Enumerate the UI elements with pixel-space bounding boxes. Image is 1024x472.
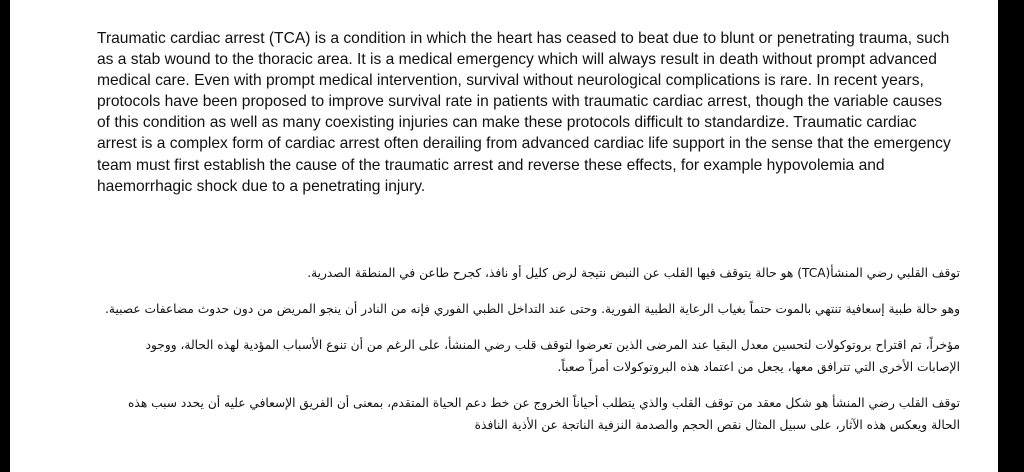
arabic-paragraph-2: وهو حالة طبية إسعافية تنتهي بالموت حتماً بغياب الرعاية الطبية الفورية. وحتى عند التداخل الطبي الفوري فإنه من النادر أن ينجو المريض من دون حدوث مضاعفات عصبية. bbox=[105, 302, 960, 316]
arabic-paragraph-1: توقف القلبي رضي المنشأ(TCA) هو حالة يتوقف فيها القلب عن النبض نتيجة لرض كليل أو نافذ، كجرح طاعن في المنطقة الصدرية. bbox=[307, 266, 960, 280]
right-black-border bbox=[998, 0, 1024, 472]
arabic-paragraph-4: توقف القلب رضي المنشأ هو شكل معقد من توقف القلب والذي يتطلب أحياناً الخروج عن خط دعم الحياة المتقدم، بمعنى أن الفريق الإسعافي عليه أن يحدد سبب هذه الحالة ويعكس هذه الآثار، على سبيل المثال نقص الحجم والصدمة النزفية الناتجة عن الأذية النافذة bbox=[128, 396, 960, 432]
arabic-paragraph-3: مؤخراً، تم اقتراح بروتوكولات لتحسين معدل البقيا عند المرضى الذين تعرضوا لتوقف قلب رضي المنشأ، على الرغم من أن تنوع الأسباب المؤدية لهذه الحالة، ووجود الإصابات الأخرى التي تترافق معها، يجعل من اعتماد هذه البروتوكولات أمراً صعباً. bbox=[145, 338, 960, 374]
document-page bbox=[10, 0, 998, 472]
english-text-block bbox=[97, 28, 957, 197]
english-paragraph: Traumatic cardiac arrest (TCA) is a condition in which the heart has ceased to beat due to blunt or penetrating trauma, such as a stab wound to the thoracic area. It is a medical emergency which will always result in death without prompt advanced medical care. Even with prompt medical intervention, survival without neurological complications is rare. In recent years, protocols have been proposed to improve survival rate in patients with traumatic cardiac arrest, though the variable causes of this condition as well as many coexisting injuries can make these protocols difficult to standardize. Traumatic cardiac arrest is a complex form of cardiac arrest often derailing from advanced cardiac life support in the sense that the emergency team must first establish the cause of the traumatic arrest and reverse these effects, for example hypovolemia and haemorrhagic shock due to a penetrating injury. bbox=[97, 30, 951, 195]
left-black-border bbox=[0, 0, 10, 472]
arabic-text-block bbox=[100, 262, 960, 436]
